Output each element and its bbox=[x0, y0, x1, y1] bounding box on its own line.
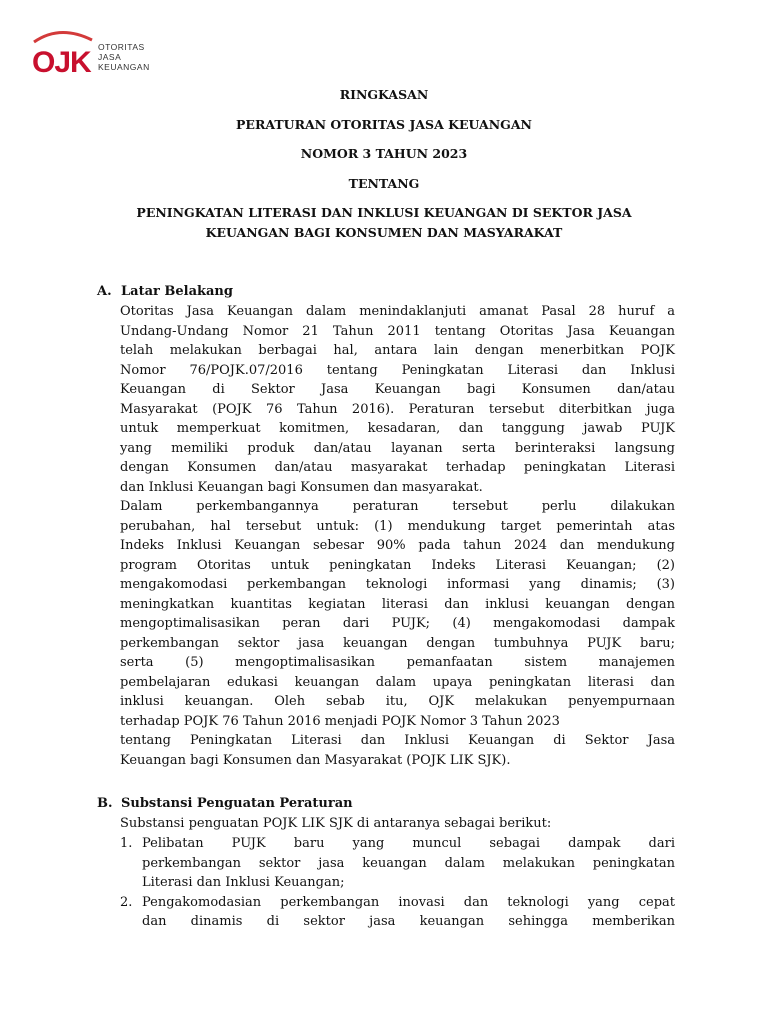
title-line-5: PENINGKATAN LITERASI DAN INKLUSI KEUANGAN DI SEKTOR JASA bbox=[136, 205, 632, 220]
text-line: yang memiliki produk dan/atau layanan serta berinteraksi langsung bbox=[120, 440, 675, 456]
text-line: dan Inklusi Keuangan bagi Konsumen dan masyarakat. bbox=[120, 479, 483, 495]
ojk-logo-mark bbox=[30, 28, 94, 78]
text-line: Substansi penguatan POJK LIK SJK di antaranya sebagai berikut: bbox=[120, 816, 552, 831]
text-line: Literasi dan Inklusi Keuangan; bbox=[142, 875, 345, 890]
title-line-4: TENTANG bbox=[348, 176, 420, 191]
list-item bbox=[120, 834, 675, 893]
list-item-number: 2. bbox=[120, 894, 133, 910]
text-line: inklusi keuangan. Oleh sebab itu, OJK melakukan penyempurnaan bbox=[120, 694, 675, 709]
text-line: Keuangan di Sektor Jasa Keuangan bagi Konsumen dan/atau bbox=[120, 382, 675, 397]
text-line: Pelibatan PUJK baru yang muncul sebagai dampak dari bbox=[142, 836, 675, 851]
text-line: perubahan, hal tersebut untuk: (1) mendukung target pemerintah atas bbox=[120, 518, 675, 534]
text-line: Indeks Inklusi Keuangan sebesar 90% pada tahun 2024 dan mendukung bbox=[120, 538, 675, 553]
text-line: perkembangan sektor jasa keuangan dengan tumbuhnya PUJK baru; bbox=[120, 635, 675, 651]
text-line: pembelajaran edukasi keuangan dalam upaya peningkatan literasi dan bbox=[120, 674, 675, 690]
ojk-logo bbox=[30, 28, 170, 78]
text-line: perkembangan sektor jasa keuangan dalam melakukan peningkatan bbox=[142, 855, 675, 871]
section-a-letter: A. bbox=[97, 284, 112, 299]
logo-line-2: JASA bbox=[98, 52, 122, 62]
text-line: Undang-Undang Nomor 21 Tahun 2011 tentang Otoritas Jasa Keuangan bbox=[120, 323, 675, 339]
section-b-letter: B. bbox=[97, 796, 113, 811]
section-b-title: Substansi Penguatan Peraturan bbox=[121, 796, 353, 811]
section-b-list bbox=[120, 834, 675, 932]
text-line: Masyarakat (POJK 76 Tahun 2016). Peraturan tersebut diterbitkan juga bbox=[120, 401, 675, 417]
text-line: serta (5) mengoptimalisasikan pemanfaatan sistem manajemen bbox=[120, 655, 675, 670]
section-a-paragraph-2 bbox=[120, 497, 675, 770]
logo-line-3: KEUANGAN bbox=[98, 62, 150, 72]
text-line: dengan Konsumen dan/atau masyarakat terhadap peningkatan Literasi bbox=[120, 460, 675, 475]
title-line-3: NOMOR 3 TAHUN 2023 bbox=[300, 146, 468, 161]
section-b-intro bbox=[120, 814, 675, 834]
section-a-title: Latar Belakang bbox=[121, 284, 233, 299]
text-line: Dalam perkembangannya peraturan tersebut perlu dilakukan bbox=[120, 499, 675, 514]
text-line: program Otoritas untuk peningkatan Indeks Literasi Keuangan; (2) bbox=[120, 557, 675, 573]
text-line: terhadap POJK 76 Tahun 2016 menjadi POJK Nomor 3 Tahun 2023 bbox=[120, 713, 560, 729]
list-item-number: 1. bbox=[120, 836, 133, 851]
title-line-6: KEUANGAN BAGI KONSUMEN DAN MASYARAKAT bbox=[205, 225, 563, 240]
title-line-1: RINGKASAN bbox=[339, 87, 429, 102]
text-line: mengakomodasi perkembangan teknologi informasi yang dinamis; (3) bbox=[120, 577, 675, 592]
text-line: meningkatkan kuantitas kegiatan literasi dan inklusi keuangan dengan bbox=[120, 596, 675, 612]
text-line: Keuangan bagi Konsumen dan Masyarakat (POJK LIK SJK). bbox=[120, 752, 511, 768]
text-line: tentang Peningkatan Literasi dan Inklusi Keuangan di Sektor Jasa bbox=[120, 733, 675, 748]
text-line: mengoptimalisasikan peran dari PUJK; (4) mengakomodasi dampak bbox=[120, 616, 675, 631]
text-line: Otoritas Jasa Keuangan dalam menindaklanjuti amanat Pasal 28 huruf a bbox=[120, 304, 675, 319]
list-item bbox=[120, 893, 675, 932]
text-line: Nomor 76/POJK.07/2016 tentang Peningkatan Literasi dan Inklusi bbox=[120, 362, 675, 378]
section-a-paragraph-1 bbox=[120, 302, 675, 497]
logo-mark-text: OJK bbox=[32, 46, 91, 78]
text-line: telah melakukan berbagai hal, antara lain dengan menerbitkan POJK bbox=[120, 343, 675, 358]
title-line-2: PERATURAN OTORITAS JASA KEUANGAN bbox=[236, 117, 532, 132]
logo-line-1: OTORITAS bbox=[98, 42, 145, 52]
text-line: untuk memperkuat komitmen, kesadaran, dan tanggung jawab PUJK bbox=[120, 421, 675, 436]
text-line: dan dinamis di sektor jasa keuangan sehingga memberikan bbox=[142, 914, 675, 929]
logo-arc bbox=[34, 32, 92, 42]
text-line: Pengakomodasian perkembangan inovasi dan teknologi yang cepat bbox=[142, 894, 675, 910]
logo-wordmark bbox=[98, 42, 150, 72]
